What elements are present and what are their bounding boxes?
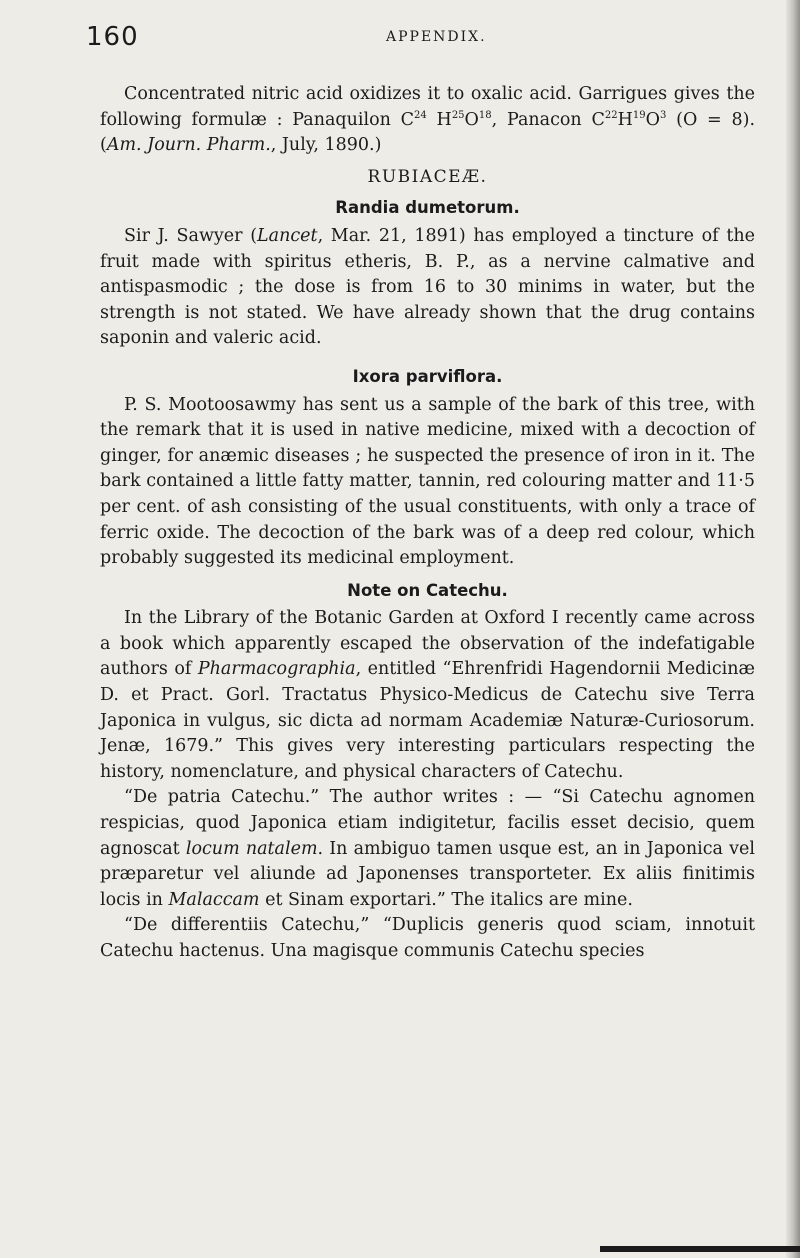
ixora-paragraph: P. S. Mootoosawmy has sent us a sample of the bark of this tree, with the remark that it is used in native medicine, mixed with a decoction of ginger, for anæmic diseases ; he suspected the presence of iron in it. The bark contained a little fatty matter, tannin, red colouring matter and 11·5 per cent. of ash consisting of the usual constituents, with only a trace of ferric oxide. The decoction of the bark was of a deep red colour, which probably suggested its medicinal employment. (100, 394, 755, 569)
heading-catechu: Note on Catechu. (347, 580, 508, 600)
intro-paragraph: Concentrated nitric acid oxidizes it to oxalic acid. Garrigues gives the following formulæ : Panaquilon $C^{24}$ $H^{25}O^{18}$, Panacon $C^{22}H^{19}O^3$ (O = 8). (Am. Journ. Pharm., July, 1890.) (100, 84, 756, 156)
bottom-rule (600, 1246, 800, 1252)
catechu-paragraph-1: In the Library of the Botanic Garden at Oxford I recently came across a book which apparently escaped the observation of the indefatigable authors of Pharmacographia, entitled “Ehrenfridi Hagendornii Medicinæ D. et Pract. Gorl. Tractatus Physico-Medicus de Catechu sive Terra Japonica in vulgus, sic dicta ad normam Academiæ Naturæ-Curiosorum. Jenæ, 1679.” This gives very interesting particulars respecting the history, nomenclature, and physical characters of Catechu. (100, 608, 755, 782)
running-head: APPENDIX. (386, 29, 487, 45)
catechu-paragraph-3: “De differentiis Catechu,” “Duplicis generis quod sciam, innotuit Catechu hactenus. Una magisque communis Catechu species (100, 915, 755, 961)
page-body (100, 82, 755, 965)
heading-randia: Randia dumetorum. (335, 198, 520, 218)
heading-ixora: Ixora parviflora. (352, 366, 503, 386)
page-edge-shadow (786, 0, 800, 1258)
page-number: 160 (86, 22, 139, 52)
catechu-paragraph-2: “De patria Catechu.” The author writes : — “Si Catechu agnomen respicias, quod Japonica etiam indigitetur, facilis esset decisio, quem agnoscat locum natalem. In ambiguo tamen usque est, an in Japonica vel præparetur vel aliunde ad Japonenses transporteter. Ex aliis finitimis locis in Malaccam et Sinam exportari.” The italics are mine. (100, 787, 755, 910)
page-header (86, 22, 711, 58)
randia-paragraph: Sir J. Sawyer (Lancet, Mar. 21, 1891) has employed a tincture of the fruit made with spiritus etheris, B. P., as a nervine calmative and antispasmodic ; the dose is from 16 to 30 minims in water, but the strength is not stated. We have already shown that the drug contains saponin and valeric acid. (100, 225, 755, 349)
section-title-rubiaceae: RUBIACEÆ. (367, 166, 488, 187)
